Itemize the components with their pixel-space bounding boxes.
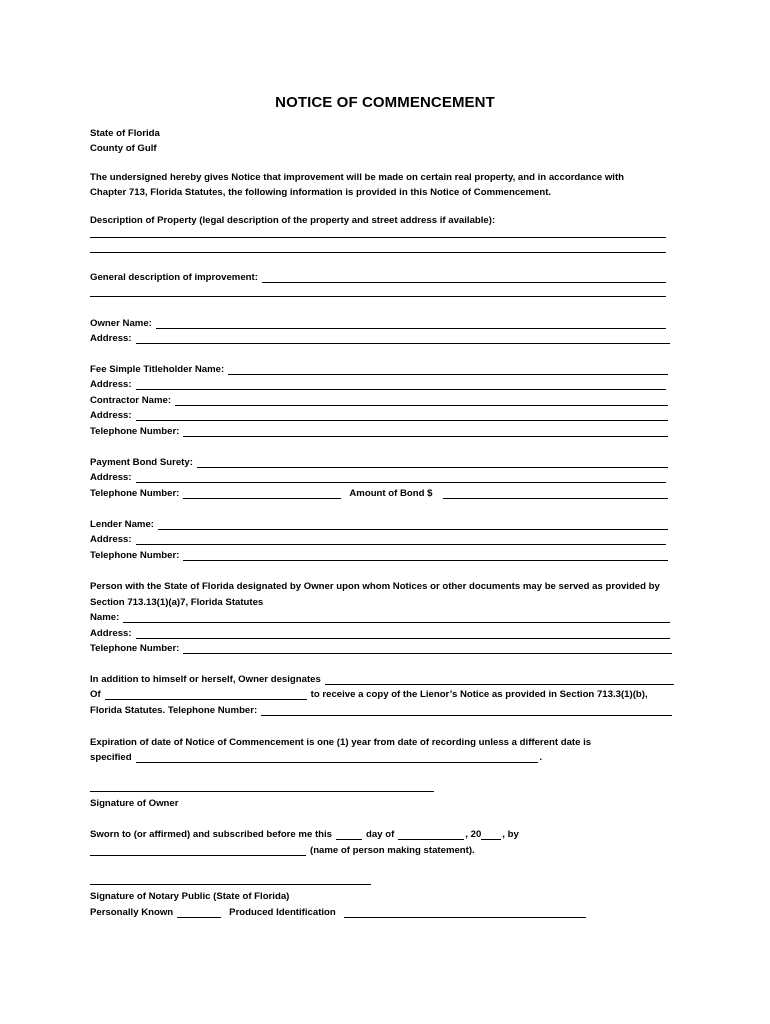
county-text: County of Gulf bbox=[90, 143, 157, 154]
designee-text-line-2: Section 713.13(1)(a)7, Florida Statutes bbox=[90, 597, 264, 608]
sworn-text: Sworn to (or affirmed) and subscribed before me this bbox=[90, 829, 333, 840]
expiration-period: . bbox=[539, 752, 542, 763]
improvement-line-2[interactable] bbox=[90, 296, 666, 297]
personally-known-label: Personally Known bbox=[90, 907, 174, 918]
copy-receive-text: to receive a copy of the Lienor’s Notice as provided in Section 713.3(1)(b), bbox=[310, 689, 648, 700]
copy-of-row bbox=[90, 689, 670, 701]
copy-designates-row bbox=[90, 674, 674, 686]
designee-address-label: Address: bbox=[90, 628, 132, 639]
notary-signature-line[interactable] bbox=[90, 884, 371, 885]
copy-of-field[interactable] bbox=[105, 699, 307, 700]
contractor-address-row bbox=[90, 410, 668, 422]
sworn-day-of-text: day of bbox=[366, 829, 395, 840]
lender-name-field[interactable] bbox=[158, 529, 668, 530]
designee-name-row bbox=[90, 612, 670, 624]
surety-address-row bbox=[90, 472, 666, 484]
titleholder-name-field[interactable] bbox=[228, 374, 668, 375]
produced-identification-label: Produced Identification bbox=[229, 907, 336, 918]
property-description-label: Description of Property (legal description of the property and street address if available): bbox=[90, 215, 496, 226]
property-description-line-2[interactable] bbox=[90, 252, 666, 253]
expiration-text: Expiration of date of Notice of Commencement is one (1) year from date of recording unless a different date is bbox=[90, 737, 592, 748]
owner-name-row bbox=[90, 318, 666, 330]
sworn-person-field[interactable] bbox=[90, 855, 306, 856]
copy-phone-row bbox=[90, 705, 672, 717]
surety-address-field[interactable] bbox=[136, 482, 666, 483]
sworn-row bbox=[90, 829, 519, 841]
copy-phone-label: Florida Statutes. Telephone Number: bbox=[90, 705, 258, 716]
sworn-year-prefix: , 20 bbox=[465, 829, 482, 840]
lender-name-label: Lender Name: bbox=[90, 519, 154, 530]
designee-name-label: Name: bbox=[90, 612, 120, 623]
designee-phone-field[interactable] bbox=[183, 653, 672, 654]
titleholder-name-row bbox=[90, 364, 668, 376]
lender-phone-row bbox=[90, 550, 668, 562]
owner-name-label: Owner Name: bbox=[90, 318, 152, 329]
produced-identification-field[interactable] bbox=[344, 917, 586, 918]
improvement-label: General description of improvement: bbox=[90, 272, 258, 283]
lender-phone-label: Telephone Number: bbox=[90, 550, 180, 561]
sworn-month-field[interactable] bbox=[398, 839, 464, 840]
state-text: State of Florida bbox=[90, 128, 160, 139]
copy-of-label: Of bbox=[90, 689, 101, 700]
surety-phone-field[interactable] bbox=[183, 498, 341, 499]
sworn-name-row bbox=[90, 845, 479, 857]
improvement-line-1[interactable] bbox=[262, 282, 666, 283]
lender-phone-field[interactable] bbox=[183, 560, 668, 561]
notary-signature-label: Signature of Notary Public (State of Florida) bbox=[90, 891, 290, 902]
designee-address-field[interactable] bbox=[136, 638, 670, 639]
property-description-line-1[interactable] bbox=[90, 237, 666, 238]
surety-name-field[interactable] bbox=[197, 467, 668, 468]
owner-address-label: Address: bbox=[90, 333, 132, 344]
contractor-phone-label: Telephone Number: bbox=[90, 426, 180, 437]
sworn-day-field[interactable] bbox=[336, 839, 362, 840]
lender-address-row bbox=[90, 534, 666, 546]
expiration-specified-row bbox=[90, 752, 542, 764]
designee-phone-label: Telephone Number: bbox=[90, 643, 180, 654]
intro-line-2: Chapter 713, Florida Statutes, the following information is provided in this Notice of Commencement. bbox=[90, 187, 552, 198]
titleholder-address-row bbox=[90, 379, 666, 391]
owner-name-field[interactable] bbox=[156, 328, 666, 329]
surety-name-row bbox=[90, 457, 668, 469]
contractor-address-field[interactable] bbox=[136, 420, 668, 421]
titleholder-address-field[interactable] bbox=[136, 389, 666, 390]
designee-name-field[interactable] bbox=[123, 622, 670, 623]
surety-address-label: Address: bbox=[90, 472, 132, 483]
lender-name-row bbox=[90, 519, 668, 531]
contractor-phone-row bbox=[90, 426, 668, 438]
titleholder-name-label: Fee Simple Titleholder Name: bbox=[90, 364, 225, 375]
owner-signature-line[interactable] bbox=[90, 791, 434, 792]
contractor-address-label: Address: bbox=[90, 410, 132, 421]
lender-address-field[interactable] bbox=[136, 544, 666, 545]
expiration-date-field[interactable] bbox=[136, 762, 539, 763]
lender-address-label: Address: bbox=[90, 534, 132, 545]
designee-address-row bbox=[90, 628, 670, 640]
designee-text-line-1: Person with the State of Florida designated by Owner upon whom Notices or other documents may be served as provided by bbox=[90, 581, 660, 592]
expiration-specified-label: specified bbox=[90, 752, 132, 763]
surety-phone-label: Telephone Number: bbox=[90, 488, 180, 499]
intro-line-1: The undersigned hereby gives Notice that improvement will be made on certain real property, and in accordance with bbox=[90, 172, 625, 183]
contractor-name-field[interactable] bbox=[175, 405, 668, 406]
page-title: NOTICE OF COMMENCEMENT bbox=[275, 94, 495, 111]
designee-phone-row bbox=[90, 643, 672, 655]
surety-phone-row bbox=[90, 488, 668, 500]
sworn-by-text: , by bbox=[502, 829, 519, 840]
improvement-row bbox=[90, 272, 666, 284]
bond-amount-field[interactable] bbox=[443, 498, 668, 499]
surety-name-label: Payment Bond Surety: bbox=[90, 457, 193, 468]
owner-address-field[interactable] bbox=[136, 343, 670, 344]
contractor-name-label: Contractor Name: bbox=[90, 395, 172, 406]
sworn-name-hint: (name of person making statement). bbox=[310, 845, 475, 856]
bond-amount-label: Amount of Bond $ bbox=[349, 488, 433, 499]
owner-signature-label: Signature of Owner bbox=[90, 798, 179, 809]
copy-phone-field[interactable] bbox=[261, 715, 672, 716]
sworn-year-field[interactable] bbox=[481, 839, 501, 840]
copy-designates-label: In addition to himself or herself, Owner designates bbox=[90, 674, 321, 685]
personally-known-field[interactable] bbox=[177, 917, 221, 918]
notary-identification-row bbox=[90, 907, 586, 919]
titleholder-address-label: Address: bbox=[90, 379, 132, 390]
contractor-phone-field[interactable] bbox=[183, 436, 668, 437]
contractor-name-row bbox=[90, 395, 668, 407]
copy-designee-field[interactable] bbox=[325, 684, 674, 685]
owner-address-row bbox=[90, 333, 670, 345]
